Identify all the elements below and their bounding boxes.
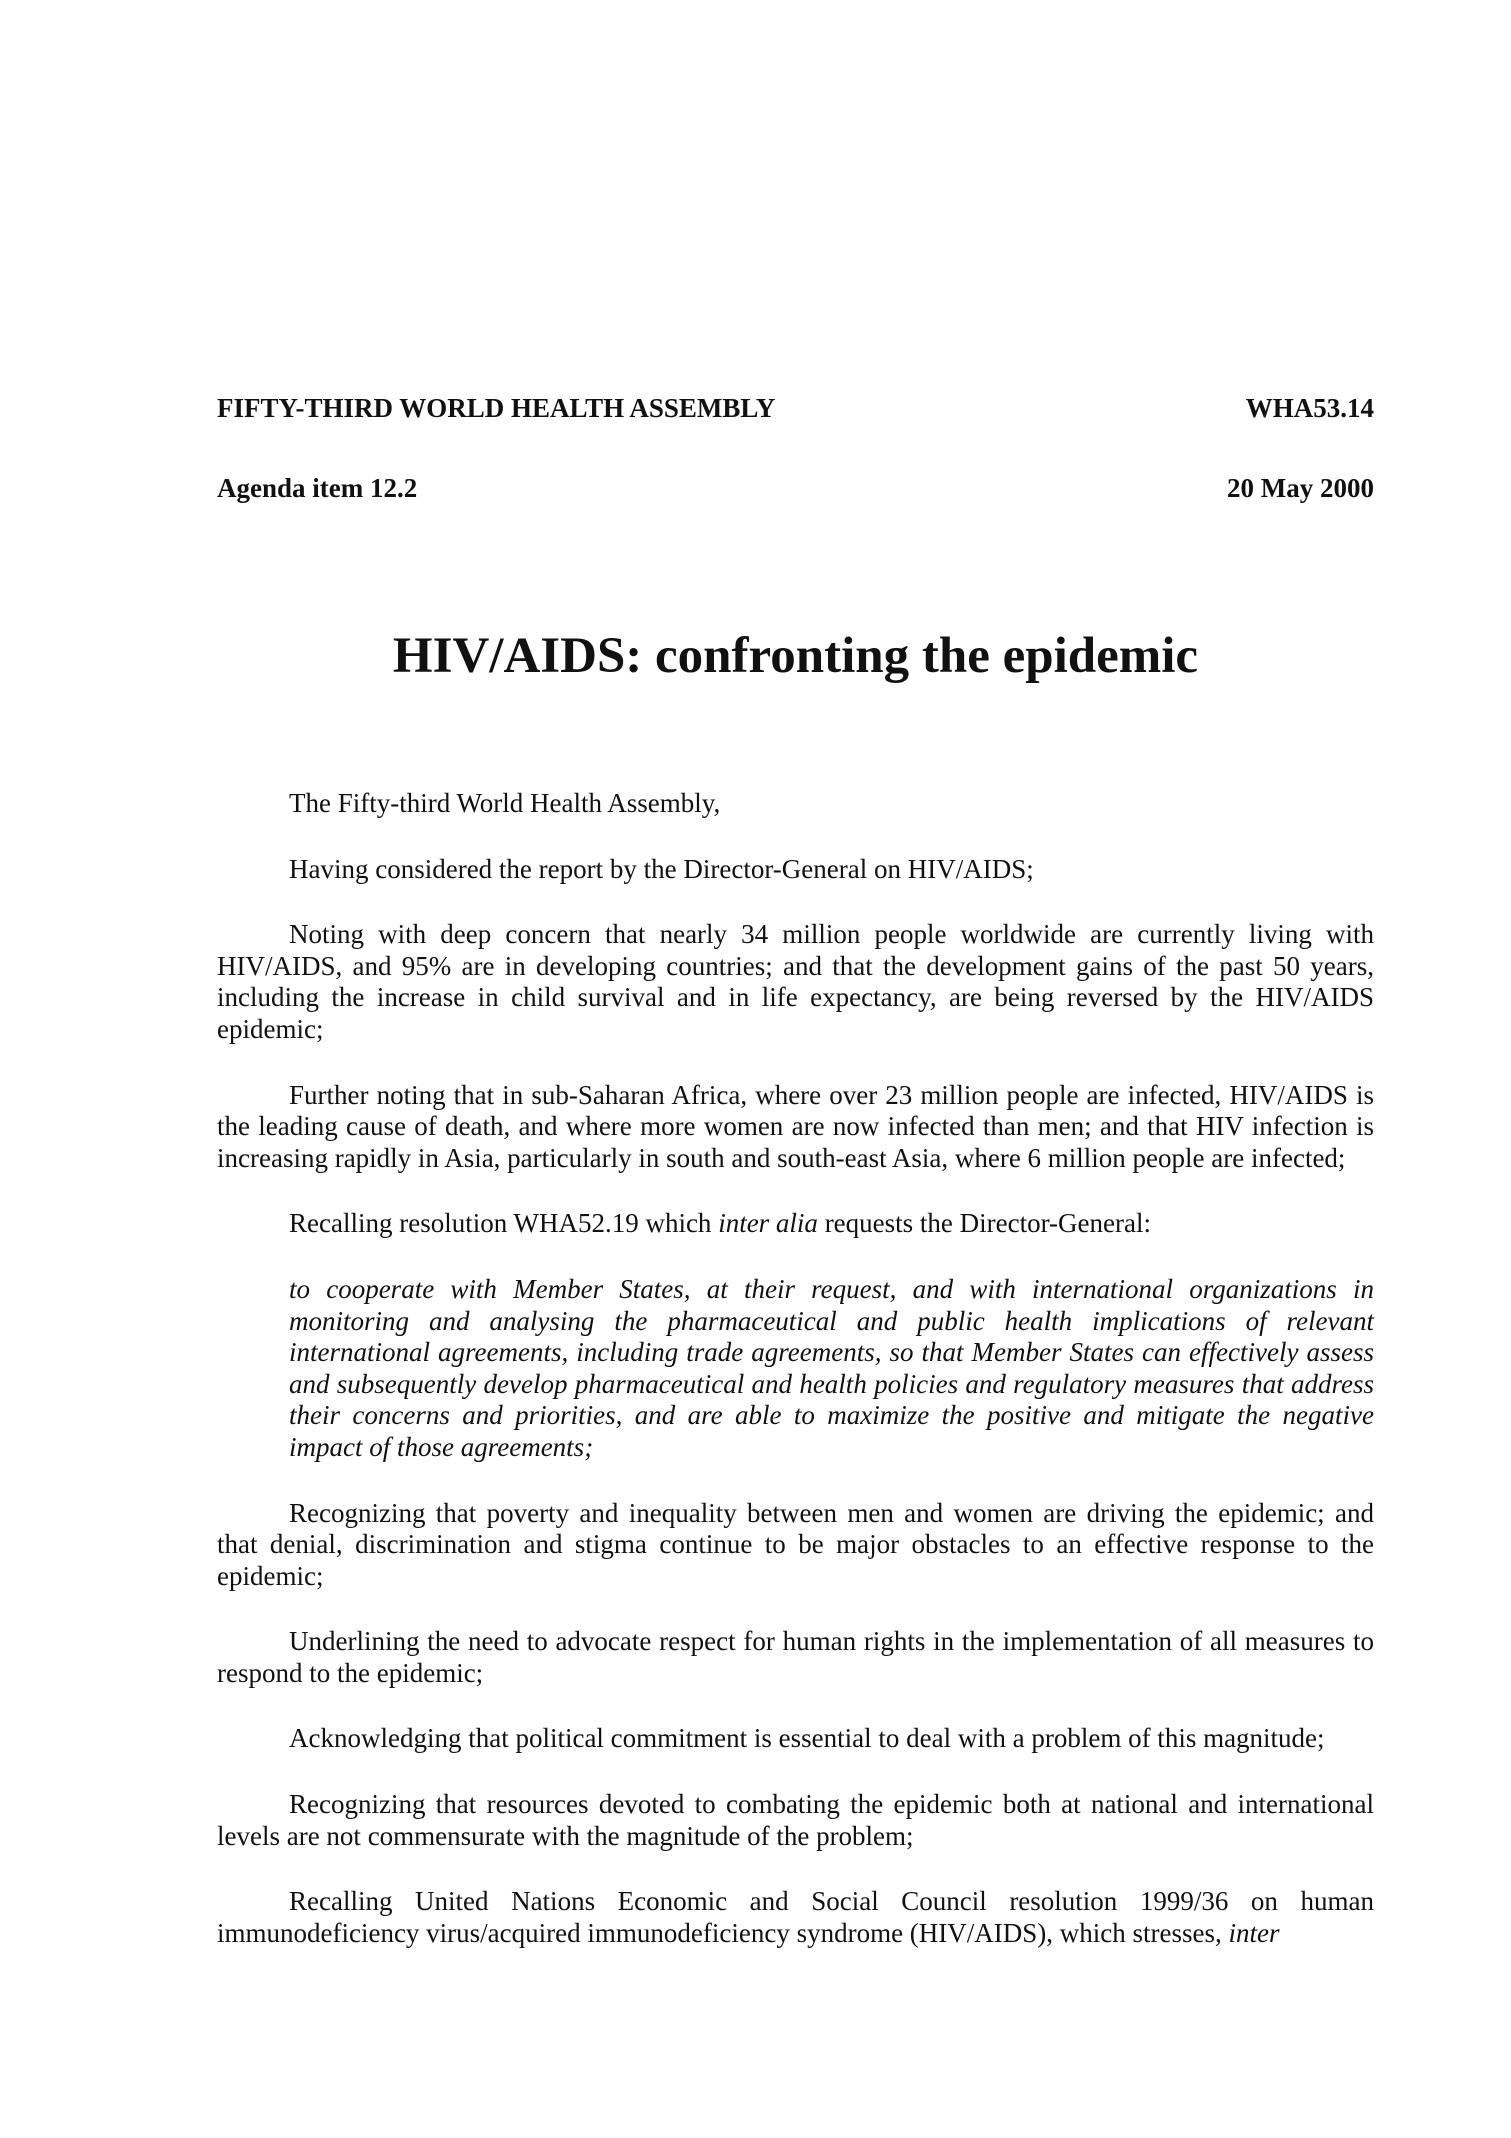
inter-italic: , inter (1215, 1917, 1280, 1948)
assembly-name: FIFTY-THIRD WORLD HEALTH ASSEMBLY (217, 393, 776, 423)
paragraph-recalling-wha52 (217, 1208, 1374, 1240)
paragraph-underlining-rights: Underlining the need to advocate respect for human rights in the implementation of all measures to respond to the epidemic; (217, 1626, 1374, 1688)
ecosoc-text: Recalling United Nations Economic and Social Council resolution 1999/36 on human immunodeficiency virus/acquired immunodeficiency syndrome (HIV/AIDS), which stresses (217, 1886, 1374, 1948)
resolution-number: WHA53.14 (1245, 393, 1374, 423)
paragraph-recalling-ecosoc (217, 1886, 1374, 1949)
paragraph-assembly: The Fifty-third World Health Assembly, (289, 788, 721, 818)
document-body (217, 788, 1374, 1983)
resolution-date: 20 May 2000 (1227, 473, 1374, 503)
recalling-text-end: requests the Director-General: (817, 1208, 1151, 1239)
header-row-assembly (217, 392, 1374, 424)
paragraph-further-noting: Further noting that in sub-Saharan Africa, where over 23 million people are infected, HIV/AIDS is the leading cause of death, and where more women are now infected than men; and that HIV infection is increasing rapidly in Asia, particularly in south and south-east Asia, where 6 million people are infected; (217, 1079, 1374, 1173)
recalling-text-start: Recalling resolution WHA52.19 which (289, 1208, 719, 1239)
document-title: HIV/AIDS: confronting the epidemic (392, 628, 1199, 684)
header-row-agenda (217, 472, 1374, 504)
quoted-request: to cooperate with Member States, at their request, and with international organizations in monitoring and analysing the pharmaceutical and public health implications of relevant international agreements, including trade agreements, so that Member States can effectively assess and subsequently develop pharmaceutical and health policies and regulatory measures that address their concerns and priorities, and are able to maximize the positive and mitigate the negative impact of those agreements; (289, 1273, 1374, 1462)
paragraph-acknowledging-commitment: Acknowledging that political commitment is essential to deal with a problem of this magnitude; (289, 1723, 1325, 1754)
inter-alia-italic: inter alia (718, 1208, 818, 1239)
paragraph-noting-concern: Noting with deep concern that nearly 34 million people worldwide are currently living with HIV/AIDS, and 95% are in developing countries; and that the development gains of the past 50 years, including the increase in child survival and in life expectancy, are being reversed by the HIV/AIDS epidemic; (217, 919, 1374, 1044)
paragraph-recognizing-resources: Recognizing that resources devoted to combating the epidemic both at national and international levels are not commensurate with the magnitude of the problem; (217, 1789, 1374, 1851)
agenda-item: Agenda item 12.2 (217, 473, 418, 503)
paragraph-having-considered: Having considered the report by the Director-General on HIV/AIDS; (289, 853, 1034, 884)
paragraph-recognizing-poverty: Recognizing that poverty and inequality between men and women are driving the epidemic; and that denial, discrimination and stigma continue to be major obstacles to an effective response to the epidemic; (217, 1497, 1374, 1591)
